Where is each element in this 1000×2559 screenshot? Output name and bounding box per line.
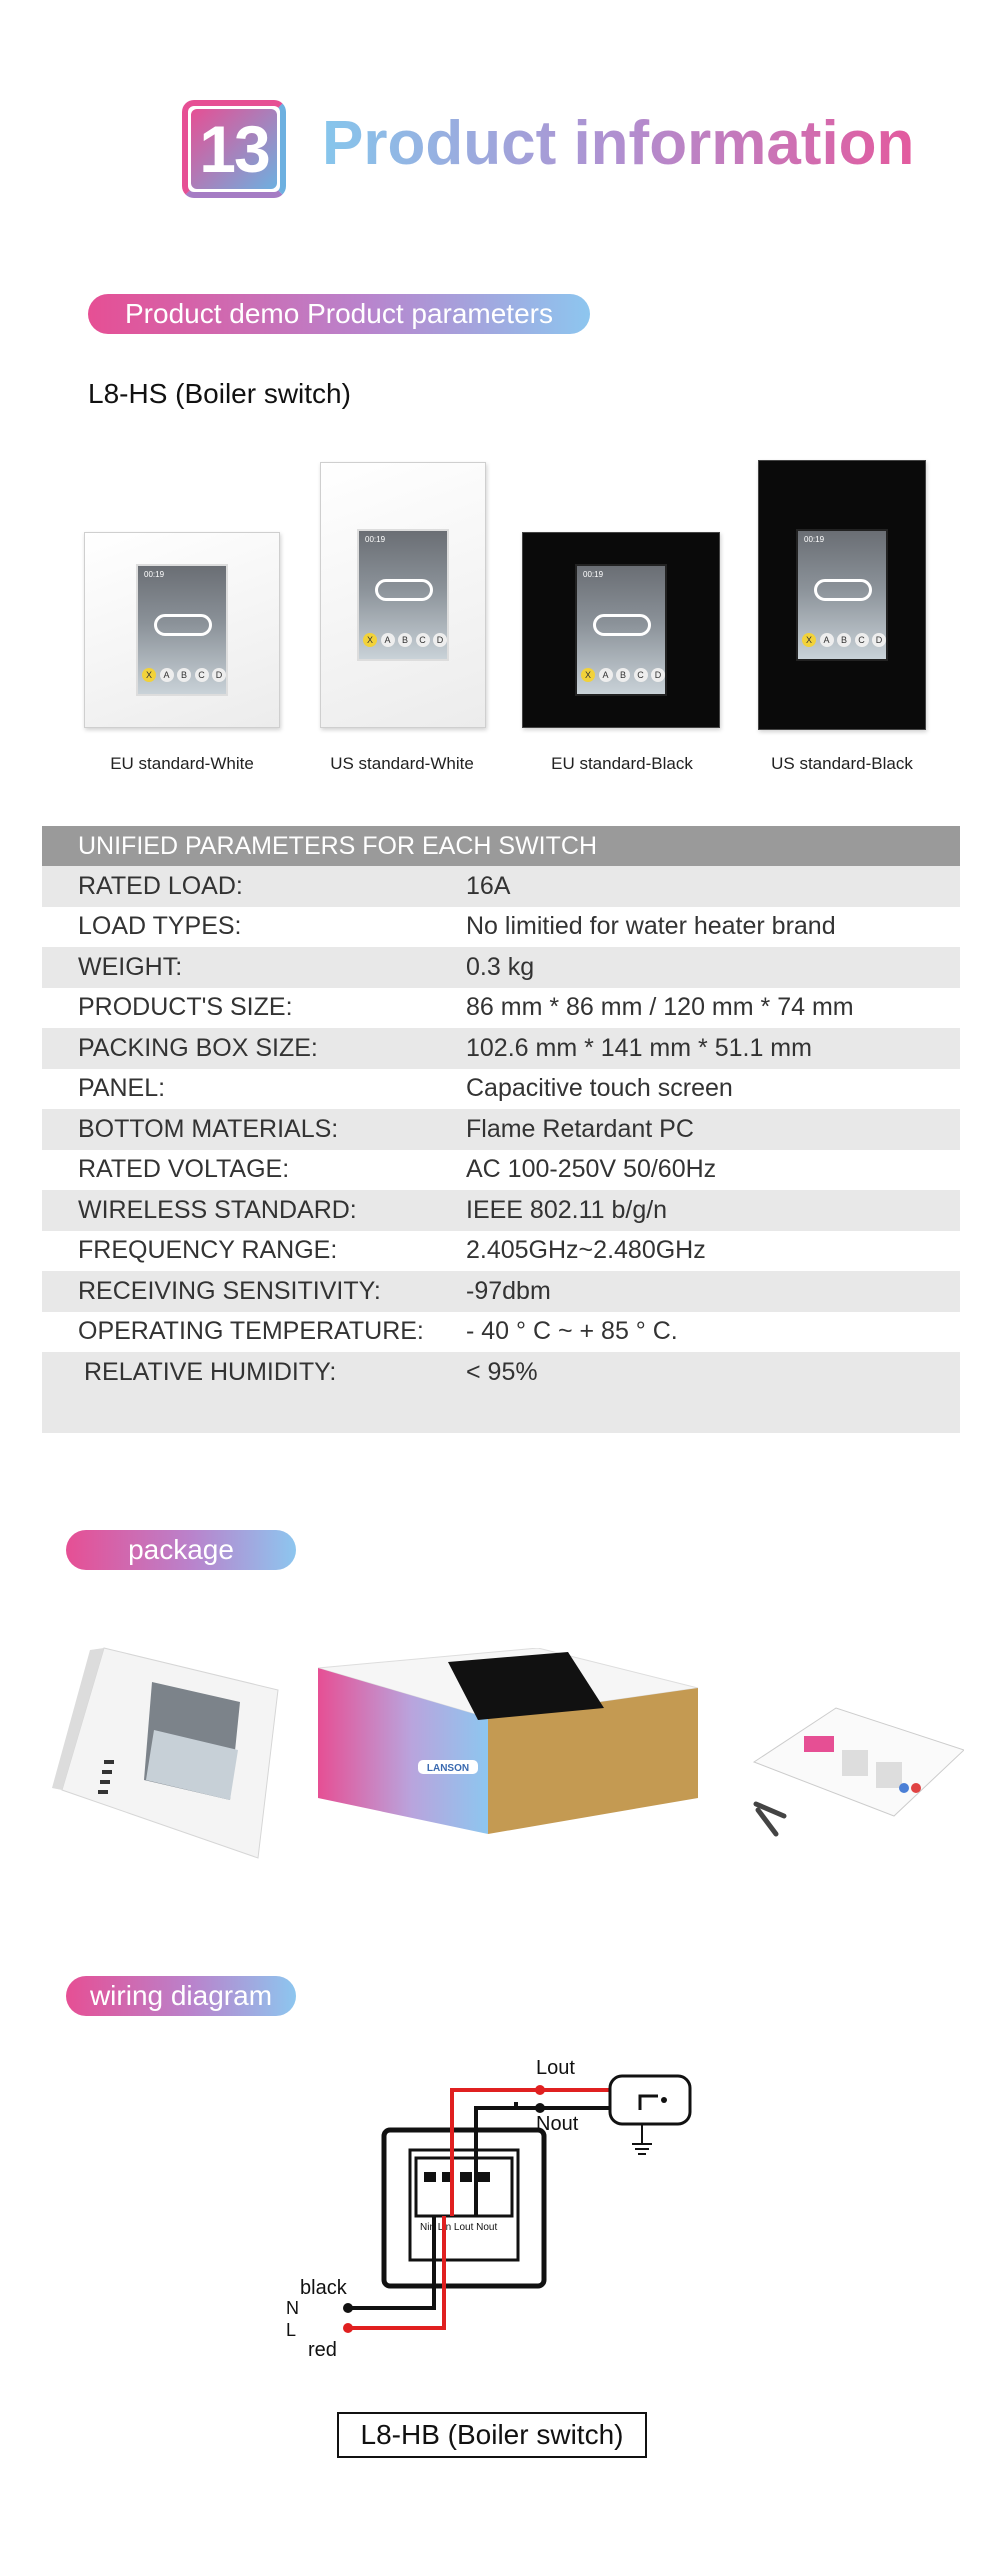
screen-keys: X A B C D	[581, 668, 665, 682]
table-row: LOAD TYPES: No limitied for water heater brand	[78, 912, 836, 941]
table-row: PACKING BOX SIZE: 102.6 mm * 141 mm * 51.1 mm	[42, 1028, 960, 1069]
product-label-eu-black: EU standard-Black	[551, 754, 693, 773]
table-row: WEIGHT: 0.3 kg	[42, 947, 960, 988]
water-heater-icon	[375, 579, 433, 601]
product-panel-us-white	[320, 462, 486, 728]
table-row: RECEIVING SENSITIVITY: -97dbm	[42, 1271, 960, 1312]
table-row: RELATIVE HUMIDITY: < 95%	[42, 1352, 960, 1393]
section-pill-wiring: wiring diagram	[66, 1976, 296, 2016]
section-number: 13	[191, 109, 277, 189]
terminal-labels: Nin Lin Lout Nout	[420, 2222, 498, 2233]
table-row-blank	[42, 1393, 960, 1433]
label-lout: Lout	[536, 2057, 575, 2079]
wiring-diagram	[280, 2040, 720, 2380]
parameters-body	[42, 866, 960, 1433]
parameters-header: UNIFIED PARAMETERS FOR EACH SWITCH	[42, 826, 960, 866]
label-red: red	[308, 2339, 337, 2361]
screen-time: 00:19	[365, 535, 386, 544]
section-pill-demo: Product demo Product parameters	[88, 294, 590, 334]
package-box-image	[318, 1648, 698, 1834]
screen-keys: X A B C D	[363, 633, 447, 647]
table-row: RATED VOLTAGE: AC 100-250V 50/60Hz	[78, 1155, 717, 1184]
table-row: OPERATING TEMPERATURE: - 40 ° C ~ + 85 ° C.	[78, 1317, 678, 1346]
table-row: WIRELESS STANDARD: IEEE 802.11 b/g/n	[42, 1190, 960, 1231]
label-l: L	[286, 2320, 297, 2340]
screen-keys: X A B C D	[802, 633, 886, 647]
page-title: Product information	[322, 109, 915, 178]
table-row: RATED LOAD: 16A	[42, 866, 960, 907]
screen-keys: X A B C D	[142, 668, 226, 682]
screen-time: 00:19	[144, 570, 165, 579]
parameters-table	[42, 826, 960, 1433]
panel-screen	[357, 529, 449, 661]
product-label-us-white: US standard-White	[330, 754, 474, 773]
box-brand: LANSON	[426, 1763, 470, 1774]
screen-time: 00:19	[583, 570, 604, 579]
product-panel-eu-white	[84, 532, 280, 728]
panel-screen	[796, 529, 888, 661]
model-title: L8-HS (Boiler switch)	[88, 378, 351, 409]
water-heater-icon	[593, 614, 651, 636]
table-row: BOTTOM MATERIALS: Flame Retardant PC	[42, 1109, 960, 1150]
water-heater-icon	[154, 614, 212, 636]
package-switch-image	[44, 1620, 294, 1860]
label-nout: Nout	[536, 2113, 579, 2135]
product-panel-us-black	[758, 460, 926, 730]
water-heater-icon	[814, 579, 872, 601]
package-manual-image	[744, 1700, 964, 1840]
panel-screen	[136, 564, 228, 696]
product-label-us-black: US standard-Black	[771, 754, 913, 773]
section-number-badge	[182, 100, 286, 198]
panel-screen	[575, 564, 667, 696]
label-black: black	[300, 2277, 347, 2299]
screen-time: 00:19	[804, 535, 825, 544]
wiring-caption: L8-HB (Boiler switch)	[337, 2412, 647, 2458]
table-row: PRODUCT'S SIZE: 86 mm * 86 mm / 120 mm * 74 mm	[78, 993, 854, 1022]
table-row: FREQUENCY RANGE: 2.405GHz~2.480GHz	[78, 1236, 706, 1265]
product-panel-eu-black	[522, 532, 720, 728]
table-row: PANEL: Capacitive touch screen	[78, 1074, 733, 1103]
label-n: N	[286, 2298, 299, 2318]
product-label-eu-white: EU standard-White	[110, 754, 254, 773]
section-pill-package: package	[66, 1530, 296, 1570]
